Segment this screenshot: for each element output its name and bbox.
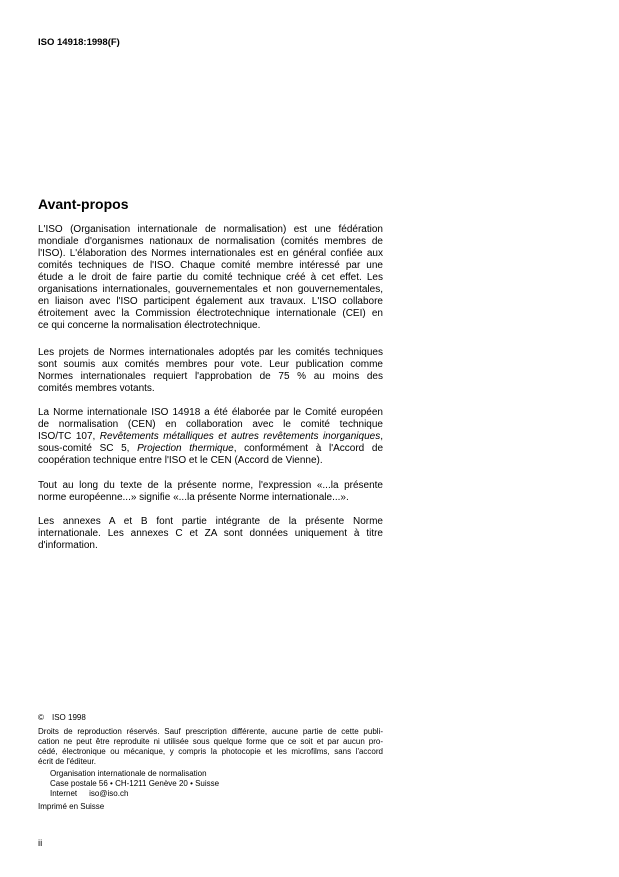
text-segment: sous-comité SC 5,: [38, 443, 138, 454]
foreword-paragraph-1: [38, 224, 383, 332]
text-segment: ISO/TC 107,: [38, 431, 100, 442]
text-line: l'ISO). L'élaboration des Normes internationales est en général confiée aux: [38, 248, 383, 259]
text-line: Tout au long du texte de la présente norme, l'expression «...la présente: [38, 480, 383, 491]
printed-in: Imprimé en Suisse: [38, 802, 105, 811]
text-line: Les annexes A et B font partie intégrante de la présente Norme: [38, 516, 383, 527]
text-line: [38, 431, 383, 443]
text-line: écrit de l'éditeur.: [38, 757, 97, 766]
text-line: organisations internationales, gouvernementales et non gouvernementales,: [38, 284, 383, 295]
text-segment: , conformément à l'Accord de: [233, 443, 384, 454]
text-line: comités techniques de l'ISO. Chaque comité membre intéressé par une: [38, 260, 383, 271]
text-line: [38, 443, 383, 455]
foreword-paragraph-4: [38, 480, 383, 504]
text-line: sont soumis aux comités membres pour vote. Leur publication comme: [38, 359, 383, 370]
text-line: Les projets de Normes internationales adoptés par les comités techniques: [38, 347, 383, 358]
copyright-text: ISO 1998: [52, 713, 86, 722]
italic-committee-title: Revêtements métalliques et autres revêtements inorganiques: [99, 431, 381, 442]
text-line: en liaison avec l'ISO participent également aux travaux. L'ISO collabore: [38, 296, 383, 307]
text-line: cation ne peut être reproduite ni utilisée sous quelque forme que ce soit et par aucun pro-: [38, 737, 383, 746]
copyright-notice: [38, 713, 383, 723]
rights-statement: [38, 727, 383, 767]
text-line: internationale. Les annexes C et ZA sont données uniquement à titre: [38, 528, 383, 539]
foreword-heading: Avant-propos: [38, 196, 129, 212]
foreword-paragraph-2: [38, 347, 383, 395]
text-line: L'ISO (Organisation internationale de normalisation) est une fédération: [38, 224, 383, 235]
text-line: Normes internationales requiert l'approbation de 75 % au moins des: [38, 371, 383, 382]
text-line: La Norme internationale ISO 14918 a été élaborée par le Comité européen: [38, 407, 383, 418]
text-line: de normalisation (CEN) en collaboration avec le comité technique: [38, 419, 383, 430]
text-segment: ,: [380, 431, 383, 442]
copyright-symbol: ©: [38, 713, 44, 722]
internet-contact: [50, 789, 383, 799]
text-line: coopération technique entre l'ISO et le CEN (Accord de Vienne).: [38, 455, 323, 466]
text-line: comités membres votants.: [38, 383, 155, 394]
page-number: ii: [38, 838, 43, 849]
document-id-header: ISO 14918:1998(F): [38, 37, 120, 48]
text-line: d'information.: [38, 540, 98, 551]
publisher-address: [50, 769, 383, 799]
text-line: cédé, électronique ou mécanique, y compris la photocopie et les microfilms, sans l'accord: [38, 747, 383, 756]
text-line: norme européenne...» signifie «...la présente Norme internationale...».: [38, 492, 349, 503]
foreword-paragraph-3: [38, 407, 383, 467]
text-line: Droits de reproduction réservés. Sauf prescription différente, aucune partie de cette publi-: [38, 727, 383, 736]
italic-subcommittee-title: Projection thermique: [137, 443, 234, 454]
internet-label: Internet: [50, 789, 78, 798]
text-line: mondiale d'organismes nationaux de normalisation (comités membres de: [38, 236, 383, 247]
text-line: étroitement avec la Commission électrotechnique internationale (CEI) en: [38, 308, 383, 319]
email-address: iso@iso.ch: [89, 789, 129, 798]
text-line: ce qui concerne la normalisation électrotechnique.: [38, 320, 261, 331]
foreword-paragraph-5: [38, 516, 383, 552]
text-line: étude a le droit de faire partie du comité technique créé à cet effet. Les: [38, 272, 383, 283]
organization-name: Organisation internationale de normalisation: [50, 769, 207, 778]
postal-address: Case postale 56 • CH-1211 Genève 20 • Suisse: [50, 779, 220, 788]
